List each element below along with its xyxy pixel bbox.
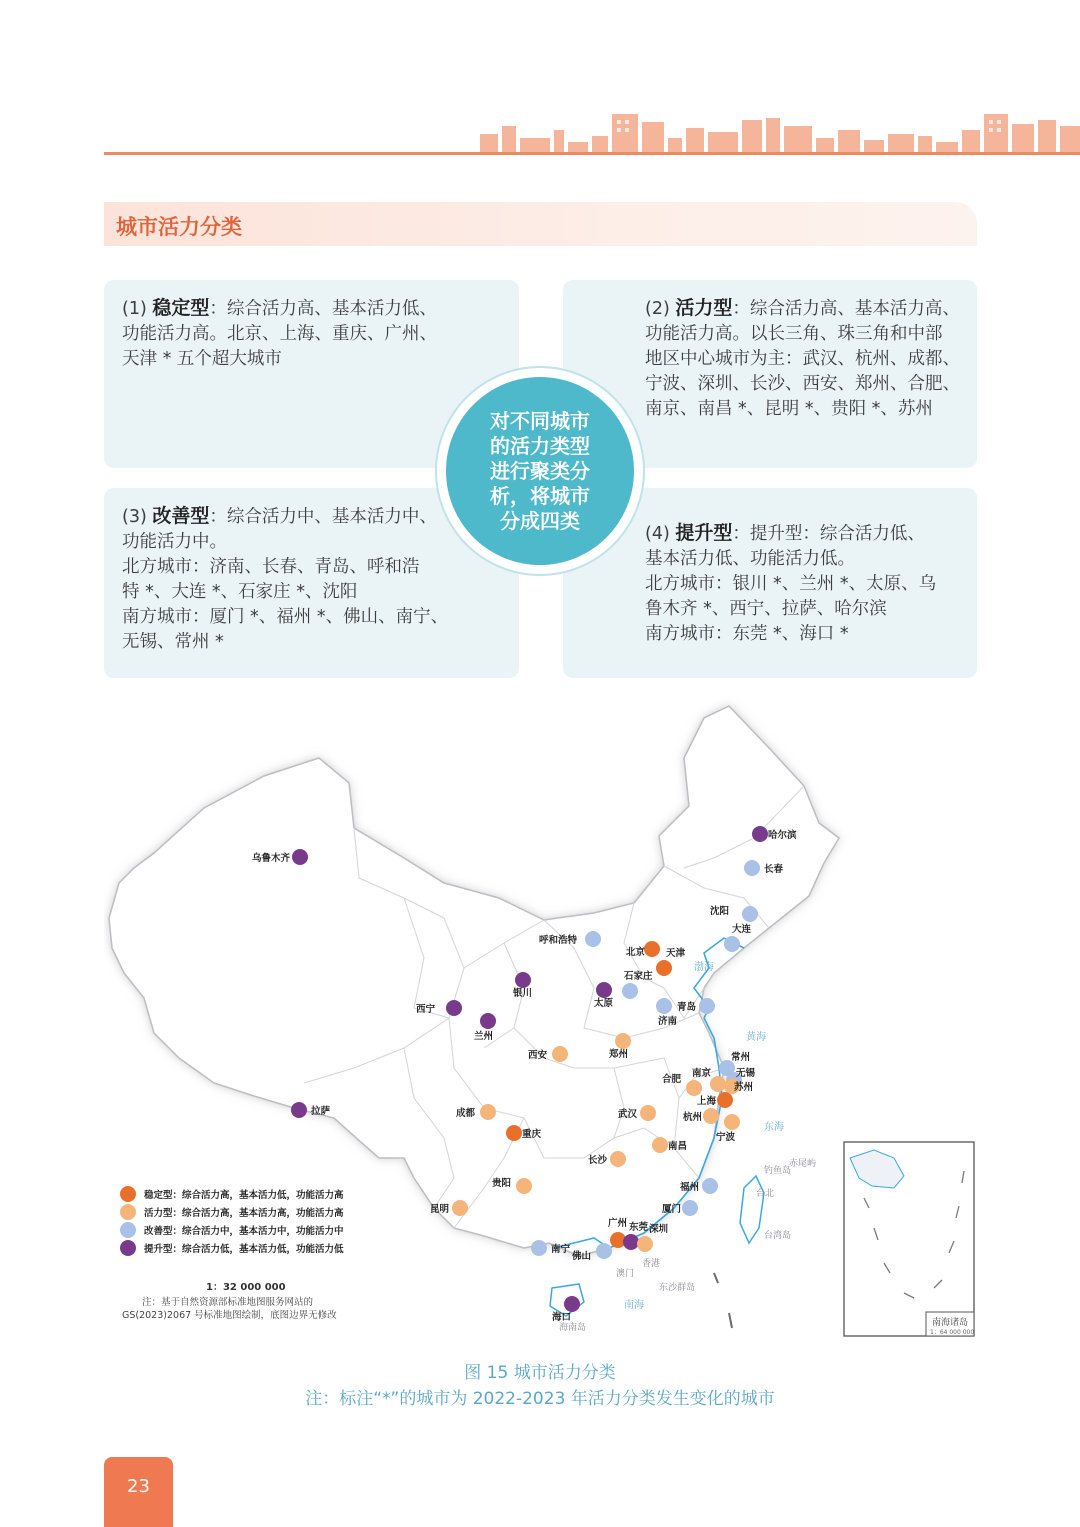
- city-dot: [652, 1137, 668, 1153]
- city-label: 青岛: [677, 1002, 697, 1013]
- city-dot: [724, 936, 740, 952]
- city-label: 长沙: [588, 1155, 608, 1166]
- city-label: 广州: [608, 1218, 628, 1229]
- type-text: ：提升型：综合活力低、: [732, 524, 925, 544]
- city-label: 东莞: [629, 1222, 649, 1233]
- type-text: 基本活力低、功能活力低。: [645, 549, 855, 569]
- city-dot: [610, 1151, 626, 1167]
- city-dot: [480, 1013, 496, 1029]
- city-label: 石家庄: [624, 971, 653, 982]
- type-text: 功能活力高。北京、上海、重庆、广州、: [122, 324, 437, 344]
- city-label: 常州: [731, 1052, 751, 1063]
- city-dot: [703, 1108, 719, 1124]
- city-dot: [724, 1114, 740, 1130]
- type-name: 稳定型: [152, 297, 210, 319]
- city-dot: [452, 1200, 468, 1216]
- city-marker: [716, 1114, 740, 1143]
- city-dot: [596, 1243, 612, 1259]
- city-label: 太原: [594, 998, 614, 1009]
- city-label: 佛山: [572, 1251, 592, 1262]
- type-text: 功能活力中。: [122, 532, 227, 552]
- legend-swatch: [120, 1240, 136, 1256]
- label-yellow-sea: 黄海: [746, 1032, 766, 1043]
- city-dot: [292, 849, 308, 865]
- type-number: (2): [645, 299, 676, 319]
- city-dot: [686, 1080, 702, 1096]
- type-name: 活力型: [675, 297, 733, 319]
- city-label: 西安: [528, 1050, 548, 1061]
- label-south-sea: 南海: [624, 1300, 644, 1311]
- label-hongkong: 香港: [642, 1259, 661, 1269]
- city-label: 合肥: [662, 1074, 682, 1085]
- city-dot: [656, 960, 672, 976]
- city-dot: [623, 1234, 639, 1250]
- circle-line: 分成四类: [500, 508, 580, 533]
- label-taiwan: 台湾岛: [764, 1231, 792, 1241]
- type-text: 无锡、常州 *: [122, 632, 224, 652]
- city-label: 天津: [666, 948, 686, 959]
- city-dot: [622, 983, 638, 999]
- type-text: 地区中心城市为主：武汉、杭州、成都、: [645, 349, 960, 369]
- inset-scale: 1：64 000 000: [930, 1329, 975, 1336]
- city-dot: [682, 1200, 698, 1216]
- taiwan-island: [740, 1176, 764, 1243]
- label-dongsha: 东沙群岛: [659, 1283, 696, 1293]
- city-label: 成都: [456, 1108, 476, 1119]
- city-dot: [480, 1104, 496, 1120]
- type-text: ：综合活力中、基本活力中、: [209, 507, 437, 527]
- map-svg: [104, 688, 977, 1340]
- label-hainan: 海南岛: [559, 1323, 587, 1333]
- city-label: 杭州: [683, 1112, 703, 1123]
- city-dot: [752, 826, 768, 842]
- city-label: 南京: [692, 1068, 712, 1079]
- type-name: 提升型: [675, 522, 733, 544]
- city-dot: [615, 1033, 631, 1049]
- legend-swatch: [120, 1204, 136, 1220]
- city-dot: [291, 1102, 307, 1118]
- city-label: 武汉: [618, 1109, 638, 1120]
- city-dot: [742, 906, 758, 922]
- city-label: 银川: [513, 988, 533, 999]
- map-scale: 1：32 000 000: [206, 1282, 286, 1293]
- china-map: [104, 688, 977, 1340]
- city-label: 福州: [680, 1182, 700, 1193]
- page-number: 23: [104, 1457, 173, 1527]
- label-macau: 澳门: [616, 1269, 635, 1279]
- city-label: 昆明: [430, 1204, 450, 1215]
- city-label: 贵阳: [492, 1178, 512, 1189]
- city-dot: [531, 1240, 547, 1256]
- center-circle-text: [480, 409, 600, 534]
- city-label: 苏州: [734, 1082, 754, 1093]
- label-taipei: 台北: [756, 1189, 775, 1199]
- city-dot: [515, 972, 531, 988]
- type-text: 南方城市：厦门 *、福州 *、佛山、南宁、: [122, 607, 449, 627]
- city-label: 深圳: [649, 1224, 669, 1235]
- label-diaoyu: 钓鱼岛: [764, 1166, 792, 1176]
- circle-line: 对不同城市: [490, 408, 590, 433]
- legend-label: 稳定型：综合活力高，基本活力低，功能活力高: [144, 1190, 344, 1201]
- circle-line: 析，将城市: [490, 483, 590, 508]
- map-legend: [120, 1186, 344, 1256]
- city-label: 西宁: [416, 1004, 436, 1015]
- map-note-line1: 注：基于自然资源部标准地图服务网站的: [142, 1297, 314, 1308]
- type-text: 北方城市：济南、长春、青岛、呼和浩: [122, 557, 420, 577]
- legend-label: 活力型：综合活力高，基本活力高，功能活力高: [144, 1208, 344, 1219]
- city-dot: [717, 1092, 733, 1108]
- city-label: 南宁: [551, 1244, 571, 1255]
- city-label: 哈尔滨: [768, 830, 797, 841]
- city-dot: [552, 1046, 568, 1062]
- city-dot: [585, 931, 601, 947]
- header-rule: [104, 152, 1080, 155]
- city-dot: [644, 941, 660, 957]
- city-dot: [446, 1000, 462, 1016]
- city-label: 长春: [764, 864, 784, 875]
- section-title: 城市活力分类: [116, 215, 242, 239]
- section-header: [104, 202, 977, 246]
- type-text: 功能活力高。以长三角、珠三角和中部: [645, 324, 943, 344]
- label-chiwei: 赤尾屿: [789, 1159, 817, 1169]
- skyline-decoration: [480, 108, 1080, 154]
- type-number: (3): [122, 507, 153, 527]
- legend-label: 改善型：综合活力中，基本活力中，功能活力中: [144, 1226, 344, 1237]
- city-label: 拉萨: [311, 1106, 331, 1117]
- south-china-sea-inset: [844, 1142, 974, 1336]
- city-label: 海口: [552, 1312, 572, 1323]
- city-dot: [506, 1125, 522, 1141]
- nine-dash-line: [714, 1273, 732, 1328]
- legend-swatch: [120, 1222, 136, 1238]
- city-dot: [596, 982, 612, 998]
- china-outline: [109, 706, 839, 1256]
- city-label: 兰州: [474, 1031, 494, 1042]
- map-note-line2: GS(2023)2067 号标准地图绘制，底图边界无修改: [122, 1310, 337, 1321]
- city-dot: [702, 1178, 718, 1194]
- type-text: ：综合活力高、基本活力高、: [732, 299, 960, 319]
- legend-swatch: [120, 1186, 136, 1202]
- city-label: 济南: [658, 1016, 678, 1027]
- city-label: 沈阳: [710, 906, 730, 917]
- city-label: 无锡: [736, 1068, 756, 1079]
- city-label: 上海: [697, 1096, 717, 1107]
- type-text: 北方城市：银川 *、兰州 *、太原、乌: [645, 574, 937, 594]
- type-number: (4): [645, 524, 676, 544]
- type-text: ：综合活力高、基本活力低、: [209, 299, 437, 319]
- city-label: 乌鲁木齐: [252, 853, 291, 864]
- circle-line: 进行聚类分: [490, 458, 590, 483]
- figure-note: 注：标注“*”的城市为 2022-2023 年活力分类发生变化的城市: [305, 1389, 775, 1409]
- label-bohai: 渤海: [694, 962, 714, 973]
- city-label: 宁波: [716, 1132, 736, 1143]
- type-text: 南方城市：东莞 *、海口 *: [645, 624, 849, 644]
- type-text: 鲁木齐 *、西宁、拉萨、哈尔滨: [645, 599, 887, 619]
- city-dot: [656, 998, 672, 1014]
- city-dot: [564, 1296, 580, 1312]
- city-dot: [516, 1178, 532, 1194]
- city-dot: [710, 1076, 726, 1092]
- label-east-sea: 东海: [764, 1122, 784, 1133]
- type-name: 改善型: [152, 505, 210, 527]
- type-number: (1): [122, 299, 153, 319]
- city-label: 南昌: [668, 1141, 688, 1152]
- city-label: 重庆: [522, 1129, 542, 1140]
- type-text: 宁波、深圳、长沙、西安、郑州、合肥、: [645, 374, 960, 394]
- city-label: 厦门: [662, 1204, 682, 1215]
- type-text: 天津 * 五个超大城市: [122, 349, 282, 369]
- city-dot: [699, 998, 715, 1014]
- city-label: 郑州: [609, 1049, 629, 1060]
- city-dot: [744, 860, 760, 876]
- type-text: 特 *、大连 *、石家庄 *、沈阳: [122, 582, 358, 602]
- city-dot: [637, 1236, 653, 1252]
- center-circle: [437, 368, 643, 574]
- inset-label: 南海诸岛: [932, 1318, 969, 1328]
- city-label: 北京: [626, 947, 646, 958]
- type-text: 南京、南昌 *、昆明 *、贵阳 *、苏州: [645, 399, 933, 419]
- city-label: 大连: [732, 924, 752, 935]
- circle-line: 的活力类型: [490, 433, 590, 458]
- city-label: 呼和浩特: [539, 935, 578, 946]
- city-dot: [640, 1105, 656, 1121]
- center-circle-fill: [446, 377, 634, 565]
- figure-caption: 图 15 城市活力分类: [464, 1363, 616, 1383]
- legend-label: 提升型：综合活力低，基本活力低，功能活力低: [144, 1244, 344, 1255]
